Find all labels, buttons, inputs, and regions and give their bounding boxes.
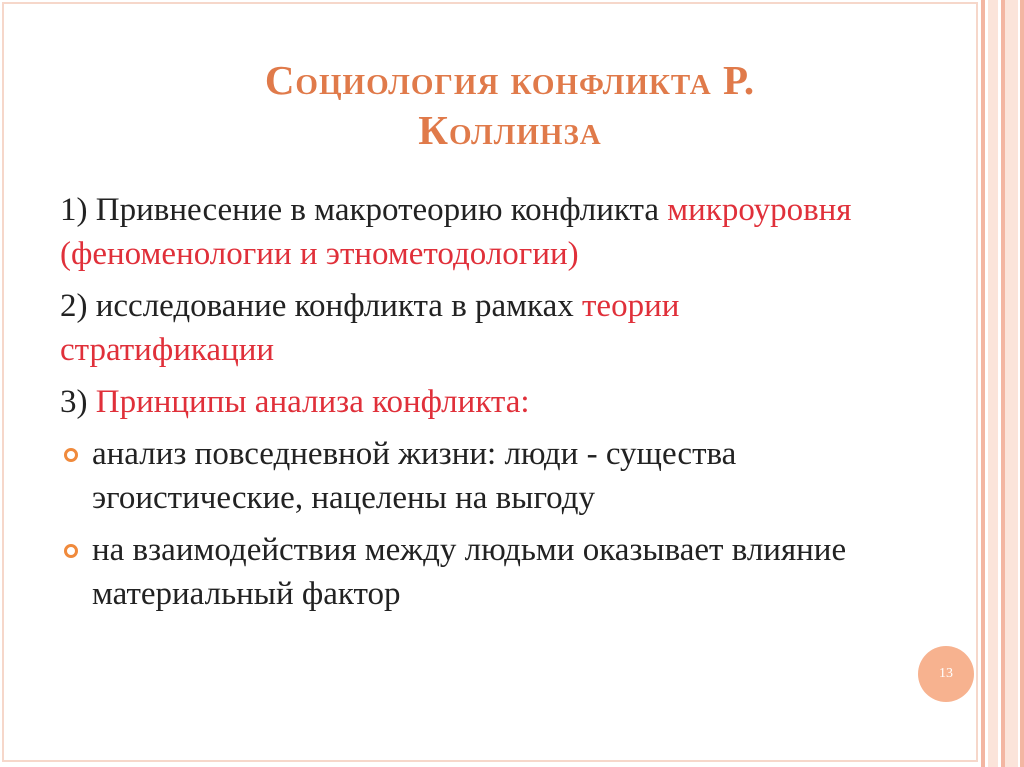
bullet-1-text: анализ повседневной жизни: люди - существа эгоистические, нацелены на выгоду bbox=[92, 436, 737, 516]
item-1-text: 1) Привнесение в макротеорию конфликта bbox=[60, 192, 668, 228]
list-item-2 bbox=[60, 284, 900, 372]
bullet-2-text: на взаимодействия между людьми оказывает влияние материальный фактор bbox=[92, 532, 847, 612]
slide-content bbox=[60, 188, 900, 624]
list-item-3 bbox=[60, 380, 900, 424]
list-item-1 bbox=[60, 188, 900, 276]
bullet-circle-icon bbox=[64, 448, 78, 462]
item-2-highlight: теории стратификации bbox=[60, 288, 680, 368]
bullet-item-2 bbox=[60, 528, 900, 616]
slide-title bbox=[60, 55, 960, 155]
title-line-1: Социология конфликта Р. bbox=[264, 57, 756, 103]
item-3-highlight: Принципы анализа конфликта: bbox=[95, 384, 530, 420]
item-1-highlight: микроуровня (феноменологии и этнометодологии) bbox=[60, 192, 852, 272]
bullet-circle-icon bbox=[64, 544, 78, 558]
page-number-badge: 13 bbox=[918, 646, 974, 702]
decorative-side-stripes bbox=[978, 0, 1024, 767]
title-line-2: Коллинза bbox=[418, 107, 602, 153]
item-3-text: 3) bbox=[60, 384, 96, 420]
bullet-item-1 bbox=[60, 432, 900, 520]
item-2-text: 2) исследование конфликта в рамках bbox=[60, 288, 582, 324]
